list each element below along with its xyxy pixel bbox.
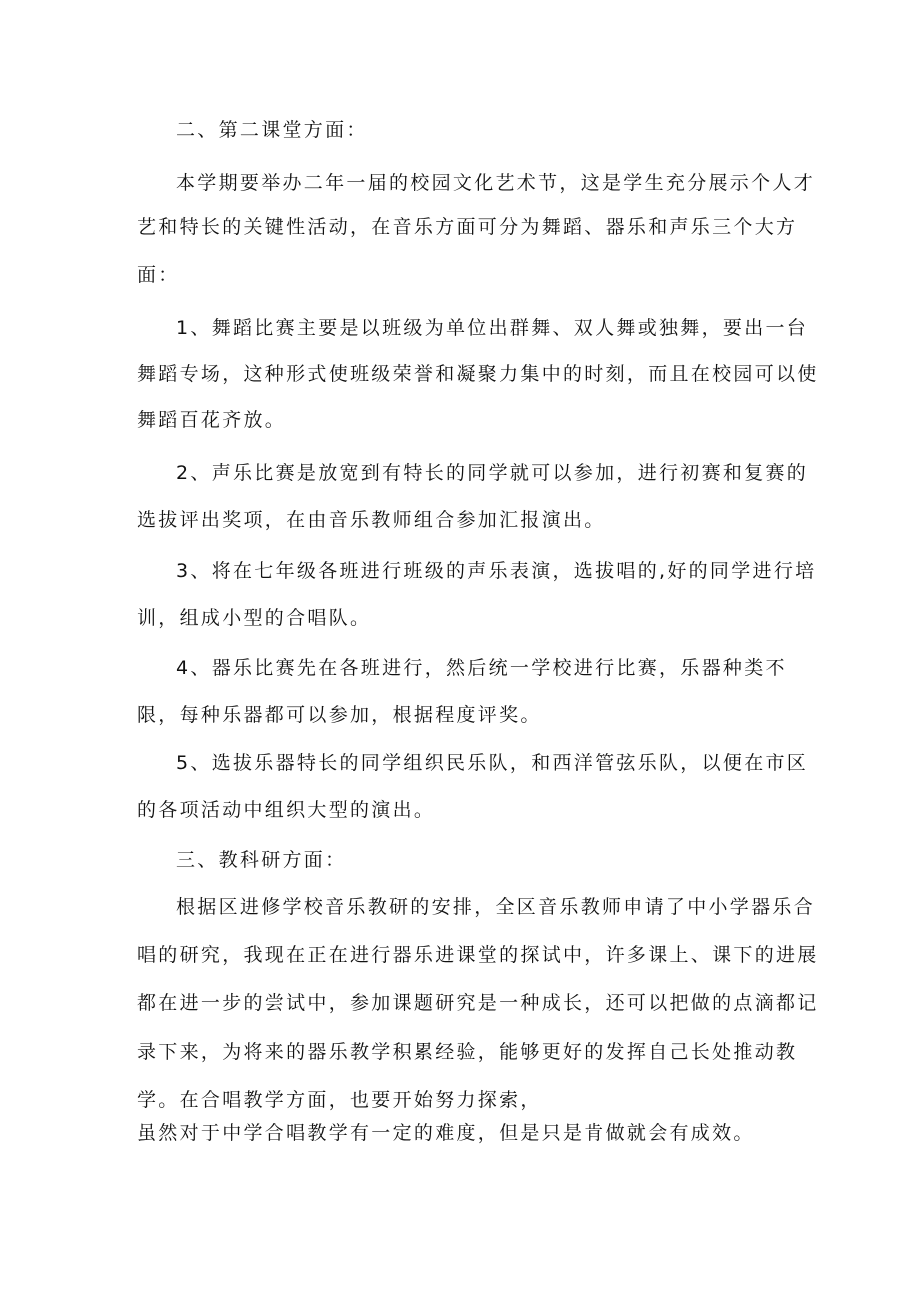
paragraph-line: 艺和特长的关键性活动，在音乐方面可分为舞蹈、器乐和声乐三个大方: [137, 216, 798, 238]
list-item-line: 5、选拔乐器特长的同学组织民乐队，和西洋管弦乐队，以便在市区: [176, 752, 809, 774]
paragraph-line: 根据区进修学校音乐教研的安排，全区音乐教师申请了中小学器乐合: [176, 896, 816, 918]
list-item-line: 训，组成小型的合唱队。: [137, 607, 372, 629]
paragraph-line: 都在进一步的尝试中，参加课题研究是一种成长，还可以把做的点滴都记: [137, 992, 819, 1014]
list-item-line: 3、将在七年级各班进行班级的声乐表演，选拔唱的,好的同学进行培: [176, 560, 817, 582]
list-item-line: 2、声乐比赛是放宽到有特长的同学就可以参加，进行初赛和复赛的: [176, 462, 809, 484]
list-item-line: 舞蹈专场，这种形式使班级荣誉和凝聚力集中的时刻，而且在校园可以使: [137, 363, 819, 385]
list-item-line: 选拔评出奖项，在由音乐教师组合参加汇报演出。: [137, 509, 606, 531]
paragraph-line: 虽然对于中学合唱教学有一定的难度，但是只是肯做就会有成效。: [137, 1122, 755, 1144]
list-item-line: 1、舞蹈比赛主要是以班级为单位出群舞、双人舞或独舞，要出一台: [176, 317, 809, 339]
list-item-line: 舞蹈百花齐放。: [137, 409, 287, 431]
paragraph-line: 唱的研究，我现在正在进行器乐进课堂的探试中，许多课上、课下的进展: [137, 944, 819, 966]
list-item-line: 的各项活动中组织大型的演出。: [137, 799, 436, 821]
list-item-line: 4、器乐比赛先在各班进行，然后统一学校进行比赛，乐器种类不: [176, 657, 787, 679]
paragraph-line: 面：: [137, 264, 180, 286]
paragraph-line: 学。在合唱教学方面，也要开始努力探索，: [137, 1089, 542, 1111]
paragraph-line: 录下来，为将来的器乐教学积累经验，能够更好的发挥自己长处推动教: [137, 1041, 798, 1063]
paragraph-line: 本学期要举办二年一届的校园文化艺术节，这是学生充分展示个人才: [176, 172, 816, 194]
list-item-line: 限，每种乐器都可以参加，根据程度评奖。: [137, 704, 542, 726]
section-heading-3: 三、教科研方面：: [176, 849, 347, 871]
section-heading-2: 二、第二课堂方面：: [176, 119, 368, 141]
